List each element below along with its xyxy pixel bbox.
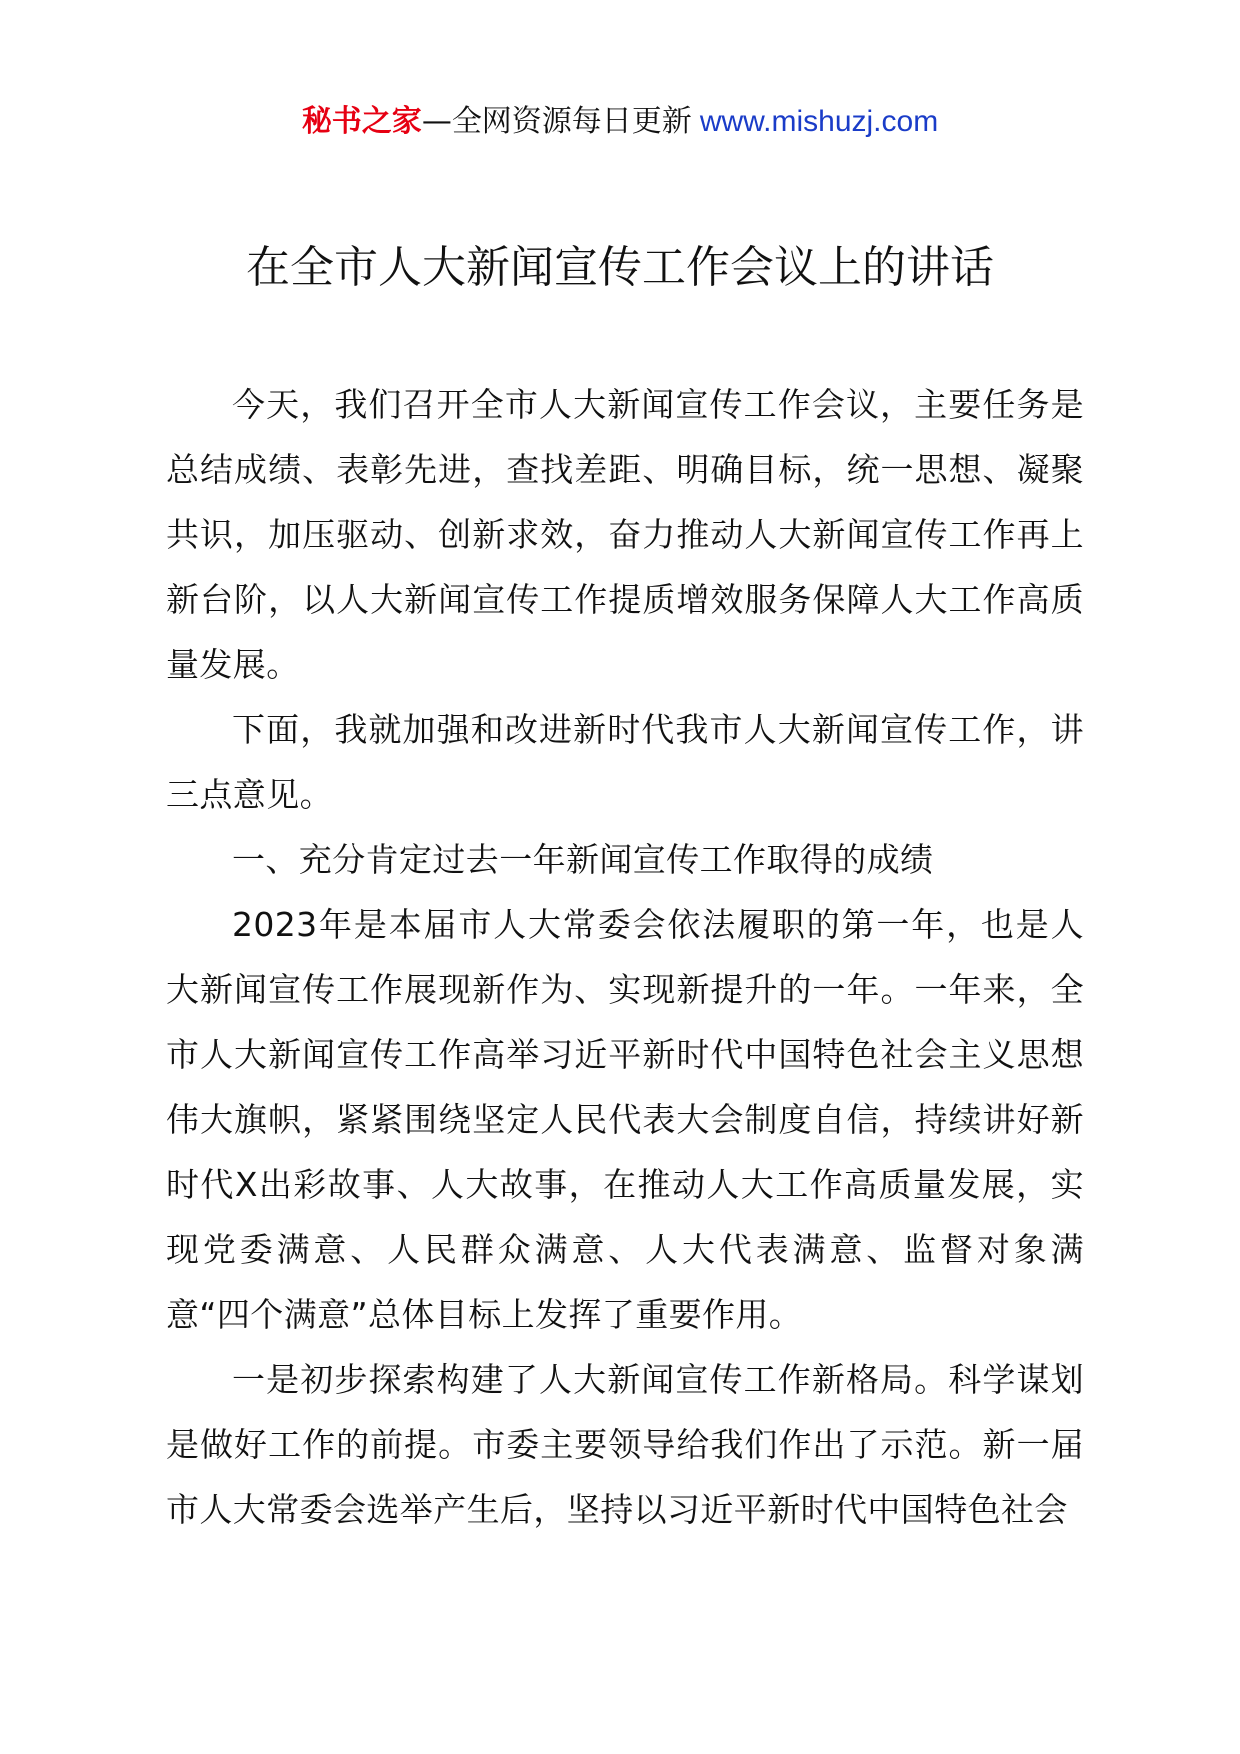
- header-tagline: —全网资源每日更新: [421, 104, 692, 139]
- paragraph-opening: 今天，我们召开全市人大新闻宣传工作会议，主要任务是总结成绩、表彰先进，查找差距、明确目标，统一思想、凝聚共识，加压驱动、创新求效，奋力推动人大新闻宣传工作再上新台阶，以人大新闻宣传工作提质增效服务保障人大工作高质量发展。: [166, 385, 1084, 684]
- brand-name: 秘书之家: [301, 104, 422, 139]
- document-body: [166, 372, 1084, 1542]
- paragraph-outline: 下面，我就加强和改进新时代我市人大新闻宣传工作，讲三点意见。: [166, 710, 1084, 814]
- paragraph-achievements: 2023年是本届市人大常委会依法履职的第一年，也是人大新闻宣传工作展现新作为、实现新提升的一年。一年来，全市人大新闻宣传工作高举习近平新时代中国特色社会主义思想伟大旗帜，紧紧围绕坚定人民代表大会制度自信，持续讲好新时代X出彩故事、人大故事，在推动人大工作高质量发展，实现党委满意、人民群众满意、人大代表满意、监督对象满意“四个满意”总体目标上发挥了重要作用。: [166, 905, 1084, 1334]
- section-heading-1: 一、充分肯定过去一年新闻宣传工作取得的成绩: [232, 840, 934, 879]
- document-title: 在全市人大新闻宣传工作会议上的讲话: [246, 242, 994, 293]
- site-url-link[interactable]: www.mishuzj.com: [699, 105, 939, 138]
- site-header: [0, 102, 1240, 142]
- paragraph-first-point: 一是初步探索构建了人大新闻宣传工作新格局。科学谋划是做好工作的前提。市委主要领导给我们作出了示范。新一届市人大常委会选举产生后，坚持以习近平新时代中国特色社会: [166, 1360, 1084, 1529]
